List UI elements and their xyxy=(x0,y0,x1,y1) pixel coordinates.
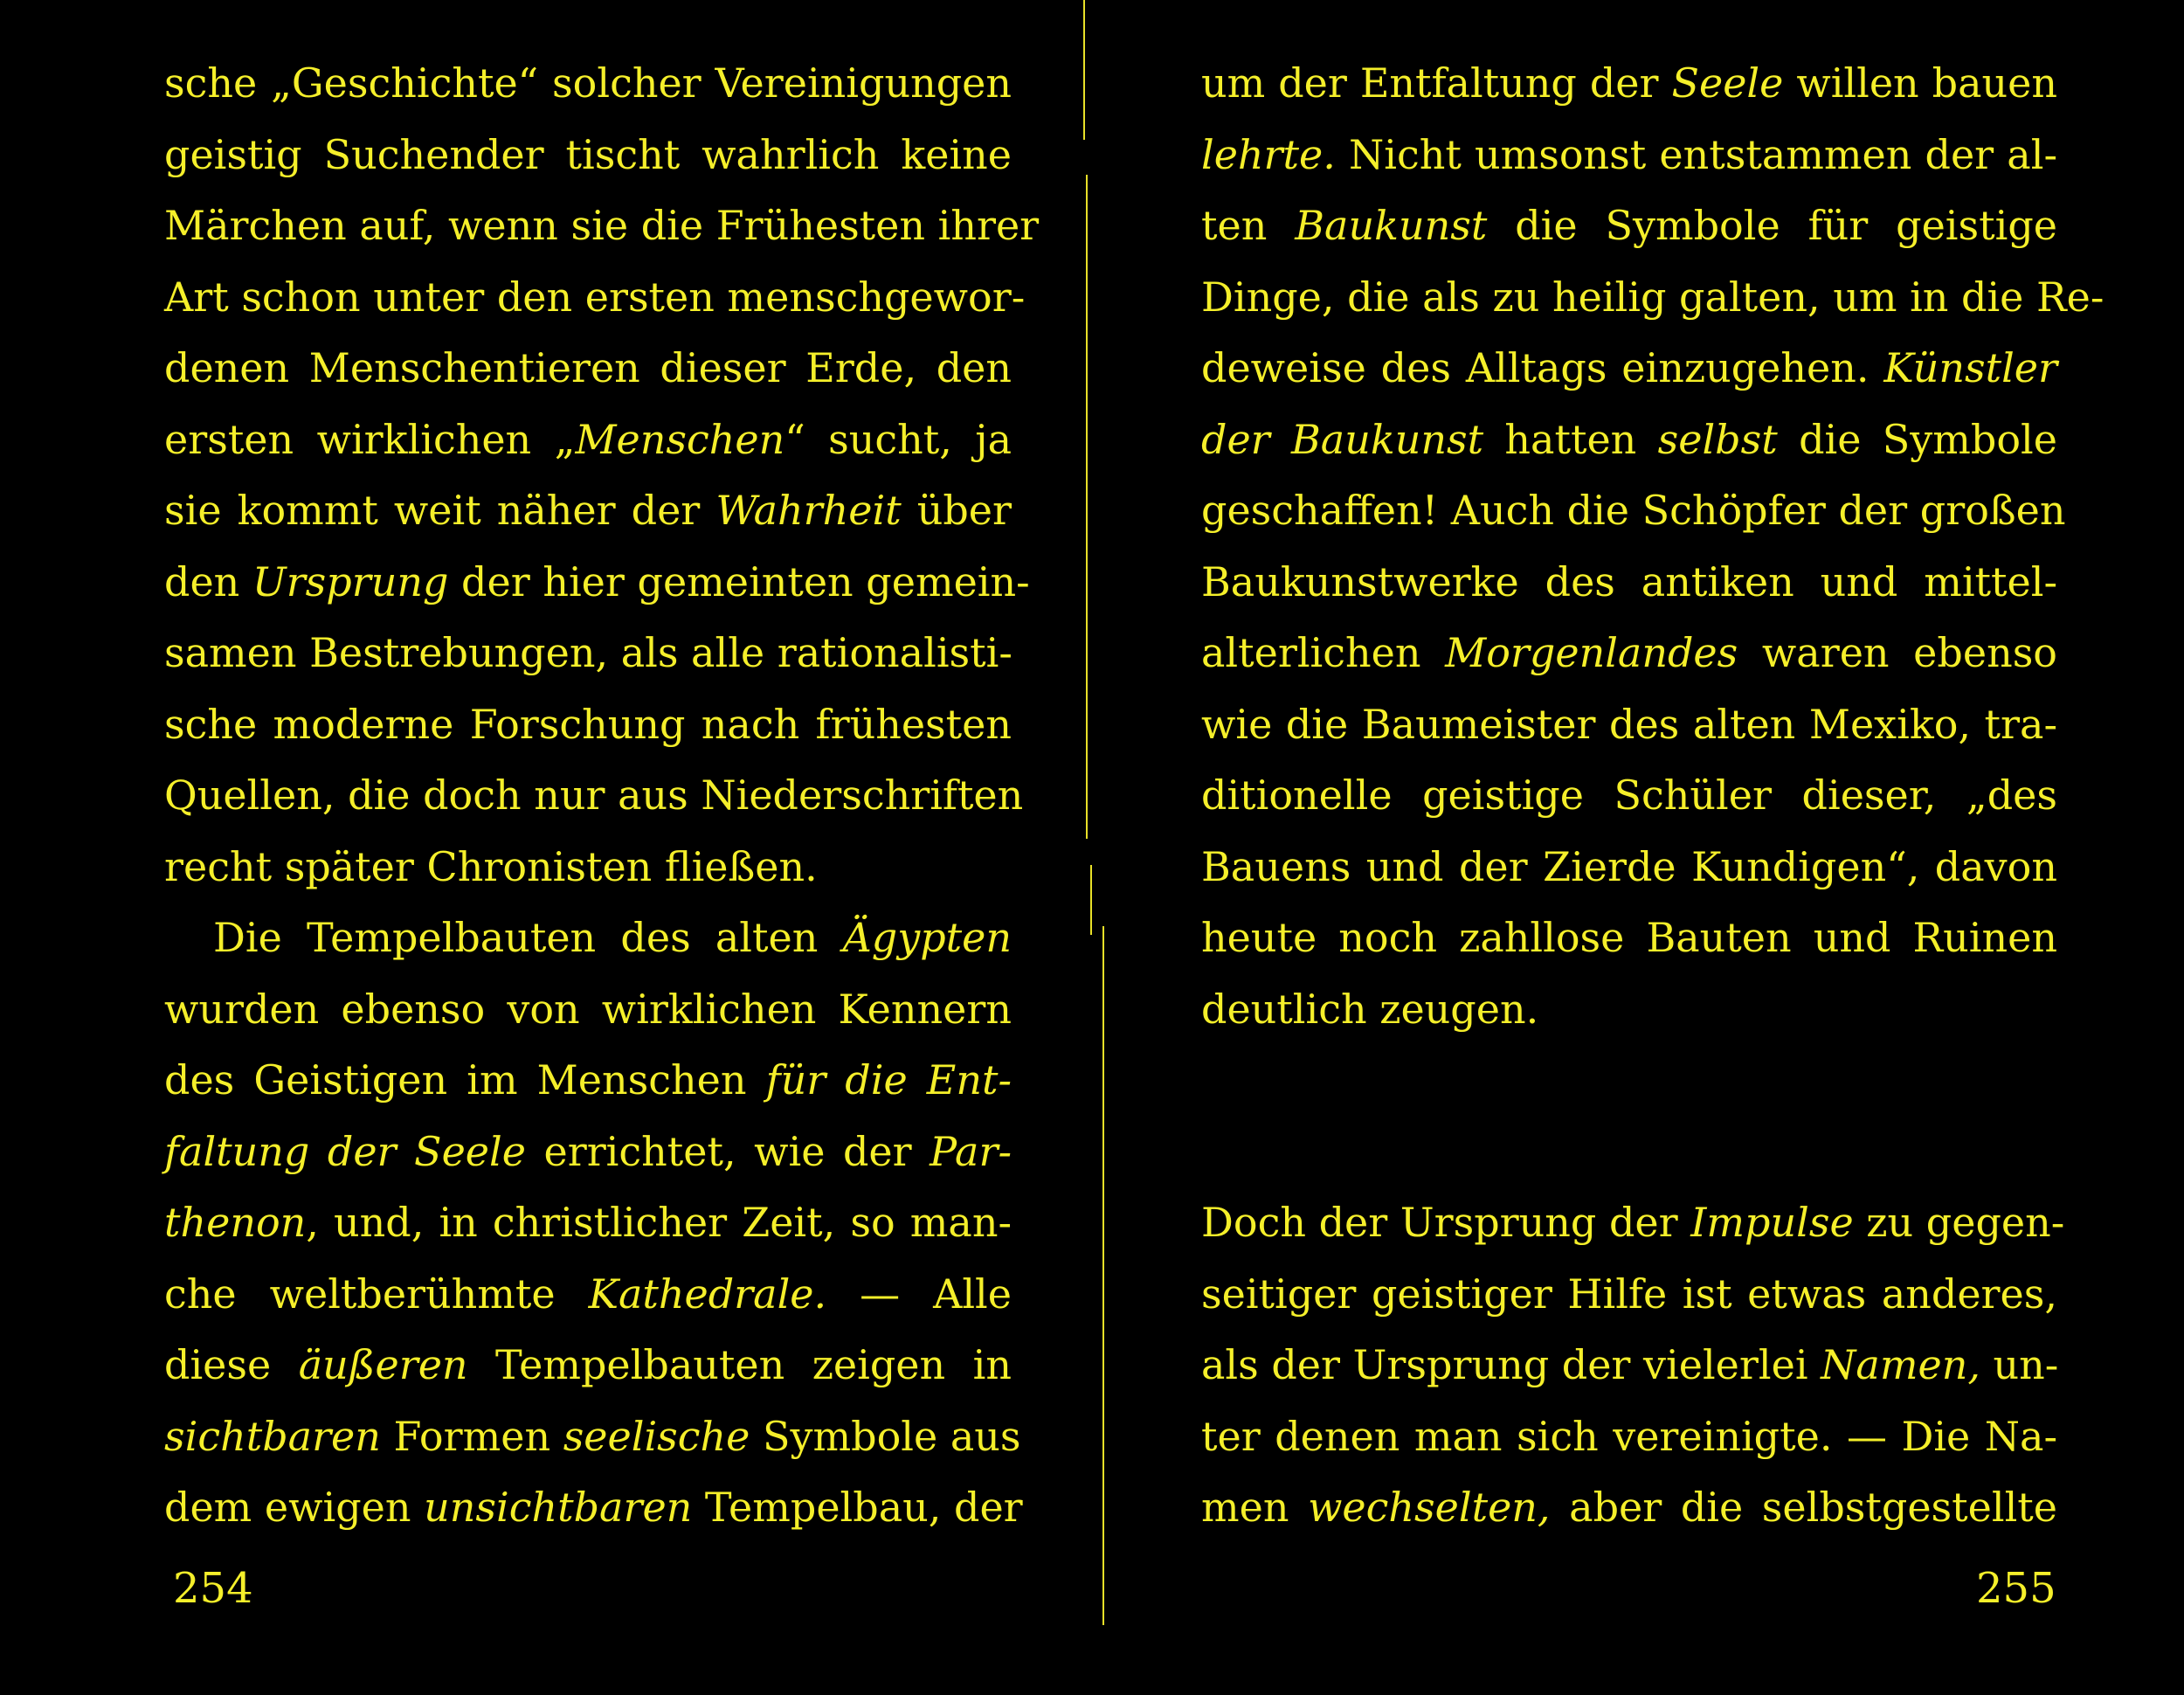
text-line xyxy=(164,1472,1023,1544)
text-line xyxy=(1201,832,2057,903)
text-segment: seitiger geistiger Hilfe ist etwas anderes, xyxy=(1201,1270,2057,1318)
emphasis-text: Morgenlandes xyxy=(1445,629,1738,676)
text-line xyxy=(164,1117,1012,1188)
text-segment: Symbole aus xyxy=(750,1412,1021,1460)
text-segment: ten xyxy=(1201,202,1296,249)
emphasis-text: Par- xyxy=(930,1127,1012,1175)
text-line xyxy=(164,1330,1012,1401)
text-line xyxy=(1201,1472,2057,1544)
text-line xyxy=(1201,475,2066,547)
text-line xyxy=(164,405,1012,476)
text-line xyxy=(1201,547,2057,619)
text-segment: geistig Suchender tischt wahrlich keine xyxy=(164,130,1012,178)
emphasis-text: lehrte. xyxy=(1201,130,1336,178)
text-line xyxy=(164,190,1040,262)
text-segment: denen Menschentieren dieser Erde, den xyxy=(164,344,1012,391)
text-line xyxy=(164,689,1012,761)
emphasis-text: Kathedrale. xyxy=(588,1270,827,1318)
text-segment: Tempelbauten zeigen in xyxy=(467,1341,1012,1388)
emphasis-text: Menschen xyxy=(575,415,785,463)
text-segment: — Alle xyxy=(826,1270,1012,1318)
text-segment: Nicht umsonst entstammen der al- xyxy=(1335,130,2057,178)
left-page xyxy=(164,48,1040,1544)
text-line xyxy=(164,333,1012,405)
text-line xyxy=(164,547,1030,619)
text-segment: men xyxy=(1201,1484,1309,1531)
text-segment: zu gegen- xyxy=(1853,1199,2065,1246)
text-line xyxy=(164,974,1012,1046)
text-segment: wurden ebenso von wirklichen Kennern xyxy=(164,985,1012,1033)
text-segment: wie die Baumeister des alten Mexiko, tra- xyxy=(1201,700,2057,748)
text-segment: der hier gemeinten gemein- xyxy=(448,557,1030,605)
text-segment: als der Ursprung der vielerlei xyxy=(1201,1341,1821,1388)
gutter-line xyxy=(1083,0,1085,140)
right-page xyxy=(1201,48,2105,1544)
text-segment: Baukunstwerke des antiken und mittel- xyxy=(1201,557,2057,605)
text-line xyxy=(1201,1259,2057,1331)
text-segment: samen Bestrebungen, als alle rationalisti- xyxy=(164,629,1013,676)
page-number-left: 254 xyxy=(173,1564,253,1613)
emphasis-text: Seele xyxy=(1671,59,1784,107)
text-line xyxy=(164,903,1012,974)
text-line xyxy=(1201,903,2057,974)
text-segment: Doch der Ursprung der xyxy=(1201,1199,1691,1246)
paragraph-spacer xyxy=(1201,1045,2057,1187)
text-segment: aber die selbstgestellte xyxy=(1550,1484,2057,1531)
text-line xyxy=(1201,262,2105,334)
text-segment: sche moderne Forschung nach frühesten xyxy=(164,700,1012,748)
text-segment: die Symbole für geistige xyxy=(1487,202,2057,249)
text-line xyxy=(1201,120,2057,191)
gutter-line xyxy=(1090,865,1092,935)
text-line xyxy=(164,1401,1021,1473)
text-segment: Art schon unter den ersten menschgewor- xyxy=(164,273,1026,321)
text-segment: ter denen man sich vereinigte. — Die Na- xyxy=(1201,1412,2057,1460)
emphasis-text: Ägypten xyxy=(842,914,1012,961)
text-line xyxy=(164,475,1012,547)
text-segment: um der Entfaltung der xyxy=(1201,59,1672,107)
text-line xyxy=(164,760,1024,832)
emphasis-text: der Baukunst xyxy=(1201,415,1484,463)
text-segment: hatten xyxy=(1483,415,1658,463)
emphasis-text: äußeren xyxy=(298,1341,468,1388)
emphasis-text: seelische xyxy=(563,1412,750,1460)
text-segment: , und, in christlicher Zeit, so man- xyxy=(306,1199,1012,1246)
text-segment: die Symbole xyxy=(1777,415,2057,463)
text-segment: alterlichen xyxy=(1201,629,1446,676)
text-line xyxy=(164,48,1012,120)
text-line xyxy=(164,618,1012,689)
emphasis-text: Wahrheit xyxy=(715,487,902,534)
text-line xyxy=(1201,190,2057,262)
emphasis-text: Impulse xyxy=(1690,1199,1854,1246)
text-line xyxy=(1201,618,2057,689)
text-line xyxy=(164,1045,1012,1117)
text-line xyxy=(164,1187,1012,1259)
text-segment: Tempelbau, der xyxy=(692,1484,1023,1531)
text-segment: dem ewigen xyxy=(164,1484,425,1531)
page-number-right: 255 xyxy=(1976,1564,2056,1613)
text-segment: “ sucht, ja xyxy=(784,415,1012,463)
text-segment: errichtet, wie der xyxy=(525,1127,930,1175)
text-line xyxy=(1201,48,2057,120)
text-line xyxy=(1201,760,2057,832)
text-segment: ditionelle geistige Schüler dieser, „des xyxy=(1201,771,2057,819)
text-segment: recht später Chronisten fließen. xyxy=(164,842,818,890)
text-segment: Die Tempelbauten des alten xyxy=(213,914,843,961)
text-line xyxy=(1201,689,2057,761)
text-line xyxy=(164,120,1012,191)
text-line xyxy=(164,832,1012,903)
text-line xyxy=(164,1259,1012,1331)
text-segment: sie kommt weit näher der xyxy=(164,487,716,534)
text-segment: un- xyxy=(1980,1341,2059,1388)
text-segment: Quellen, die doch nur aus Niederschriften xyxy=(164,771,1024,819)
emphasis-text: unsichtbaren xyxy=(424,1484,693,1531)
text-segment: sche „Geschichte“ solcher Vereinigungen xyxy=(164,59,1012,107)
text-segment: ersten wirklichen „ xyxy=(164,415,576,463)
text-segment: deutlich zeugen. xyxy=(1201,985,1539,1033)
text-line xyxy=(1201,1401,2057,1473)
text-segment: willen bauen xyxy=(1783,59,2057,107)
text-segment: über xyxy=(901,487,1012,534)
emphasis-text: Namen, xyxy=(1821,1341,1980,1388)
text-line xyxy=(164,262,1026,334)
emphasis-text: wechselten, xyxy=(1308,1484,1551,1531)
text-line xyxy=(1201,1187,2065,1259)
text-segment: geschaffen! Auch die Schöpfer der großen xyxy=(1201,487,2066,534)
emphasis-text: Ursprung xyxy=(252,557,449,605)
text-line xyxy=(1201,974,2057,1046)
emphasis-text: thenon xyxy=(164,1199,307,1246)
text-line xyxy=(1201,405,2057,476)
text-segment: den xyxy=(164,557,252,605)
text-segment: Märchen auf, wenn sie die Frühesten ihrer xyxy=(164,202,1040,249)
text-segment: Bauens und der Zierde Kundigen“, davon xyxy=(1201,842,2057,890)
emphasis-text: sichtbaren xyxy=(164,1412,381,1460)
text-segment: diese xyxy=(164,1341,299,1388)
text-segment: heute noch zahllose Bauten und Ruinen xyxy=(1201,914,2057,961)
gutter-line xyxy=(1086,175,1088,839)
text-segment: che weltberühmte xyxy=(164,1270,589,1318)
text-segment: Formen xyxy=(380,1412,563,1460)
emphasis-text: Künstler xyxy=(1883,344,2057,391)
gutter-line xyxy=(1102,926,1104,1625)
text-segment: Dinge, die als zu heilig galten, um in die Re- xyxy=(1201,273,2105,321)
text-segment: deweise des Alltags einzugehen. xyxy=(1201,344,1884,391)
text-segment: waren ebenso xyxy=(1738,629,2057,676)
emphasis-text: faltung der Seele xyxy=(164,1127,526,1175)
text-line xyxy=(1201,1330,2057,1401)
emphasis-text: für die Ent- xyxy=(765,1056,1013,1103)
text-segment: des Geistigen im Menschen xyxy=(164,1056,766,1103)
emphasis-text: Baukunst xyxy=(1295,202,1488,249)
text-line xyxy=(1201,333,2057,405)
emphasis-text: selbst xyxy=(1657,415,1778,463)
